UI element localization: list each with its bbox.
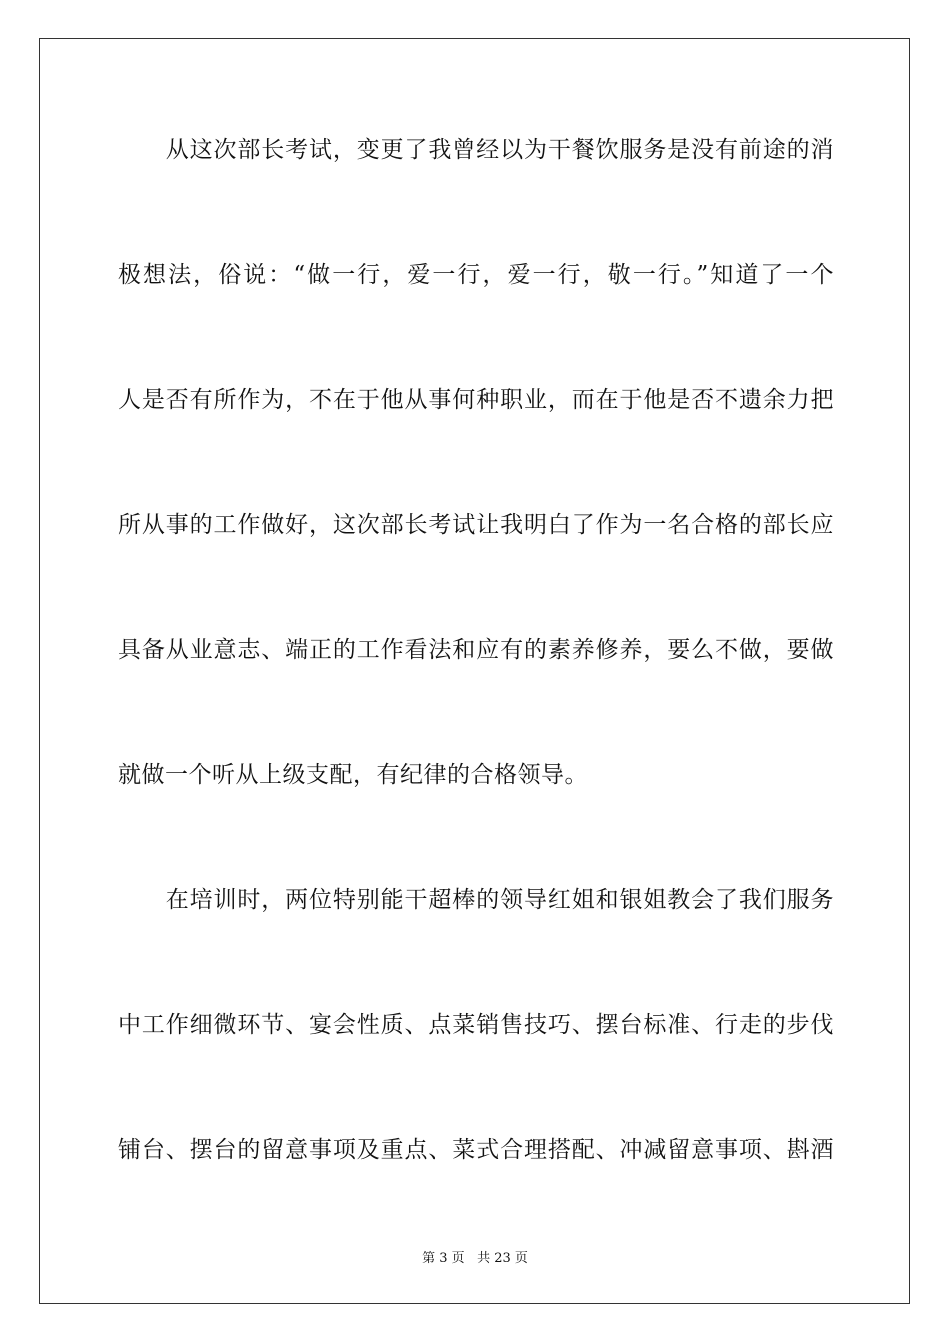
text-line: 就做一个听从上级支配，有纪律的合格领导。 [118,762,588,788]
text-line: 铺台、摆台的留意事项及重点、菜式合理搭配、冲减留意事项、斟酒 [118,1137,834,1163]
text-line: 在培训时，两位特别能干超棒的领导红姐和银姐教会了我们服务 [118,887,834,913]
page-number: 第 3 页 [422,1251,465,1266]
text-line: 极想法，俗说：“做一行，爱一行，爱一行，敬一行。”知道了一个 [118,262,834,288]
page-footer [0,1247,950,1266]
document-body [118,130,834,1255]
text-line: 具备从业意志、端正的工作看法和应有的素养修养，要么不做，要做 [118,637,834,663]
text-line: 所从事的工作做好，这次部长考试让我明白了作为一名合格的部长应 [118,512,834,538]
text-line: 从这次部长考试，变更了我曾经以为干餐饮服务是没有前途的消 [118,137,834,163]
total-pages: 共 23 页 [477,1251,528,1266]
text-line: 人是否有所作为，不在于他从事何种职业，而在于他是否不遗余力把 [118,387,834,413]
text-line: 中工作细微环节、宴会性质、点菜销售技巧、摆台标准、行走的步伐 [118,1012,834,1038]
